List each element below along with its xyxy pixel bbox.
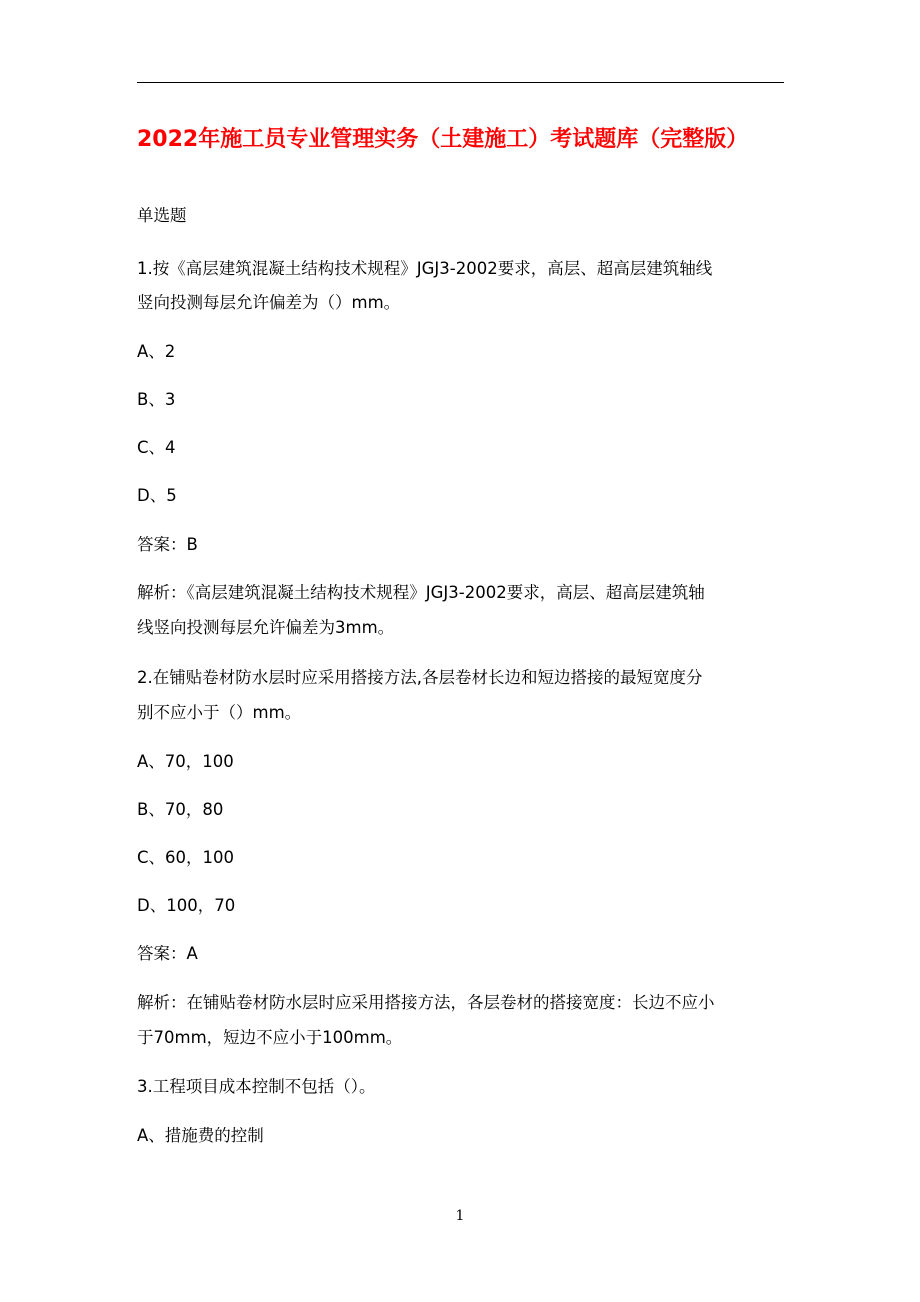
question-2-answer: 答案：A [137,944,198,963]
question-2-analysis-line-1: 解析：在铺贴卷材防水层时应采用搭接方法，各层卷材的搭接宽度：长边不应小 [137,993,715,1012]
question-1-stem-line-2: 竖向投测每层允许偏差为（）mm。 [137,293,401,312]
question-1-analysis-line-2: 线竖向投测每层允许偏差为3mm。 [137,618,395,637]
section-heading: 单选题 [137,206,187,225]
question-3-option-a: A、措施费的控制 [137,1126,264,1145]
question-2-option-a: A、70，100 [137,752,234,771]
question-1-analysis-line-1: 解析：《高层建筑混凝土结构技术规程》JGJ3-2002要求，高层、超高层建筑轴 [137,583,705,602]
question-1-stem-line-1: 1.按《高层建筑混凝土结构技术规程》JGJ3-2002要求，高层、超高层建筑轴线 [137,259,713,278]
question-1-option-d: D、5 [137,486,177,505]
question-2-analysis-line-2: 于70mm，短边不应小于100mm。 [137,1028,403,1047]
page-number: 1 [455,1208,465,1224]
header-rule [137,82,784,83]
question-2-option-d: D、100，70 [137,896,236,915]
question-2-stem-line-2: 别不应小于（）mm。 [137,703,302,722]
question-1-option-b: B、3 [137,390,176,409]
document-title: 2022年施工员专业管理实务（土建施工）考试题库（完整版） [137,127,749,152]
question-2-option-c: C、60，100 [137,848,235,867]
question-3-stem-line-1: 3.工程项目成本控制不包括（）。 [137,1077,376,1096]
question-1-option-c: C、4 [137,438,176,457]
question-1-answer: 答案：B [137,535,198,554]
question-2-option-b: B、70，80 [137,800,224,819]
question-2-stem-line-1: 2.在铺贴卷材防水层时应采用搭接方法,各层卷材长边和短边搭接的最短宽度分 [137,668,703,687]
question-1-option-a: A、2 [137,342,176,361]
